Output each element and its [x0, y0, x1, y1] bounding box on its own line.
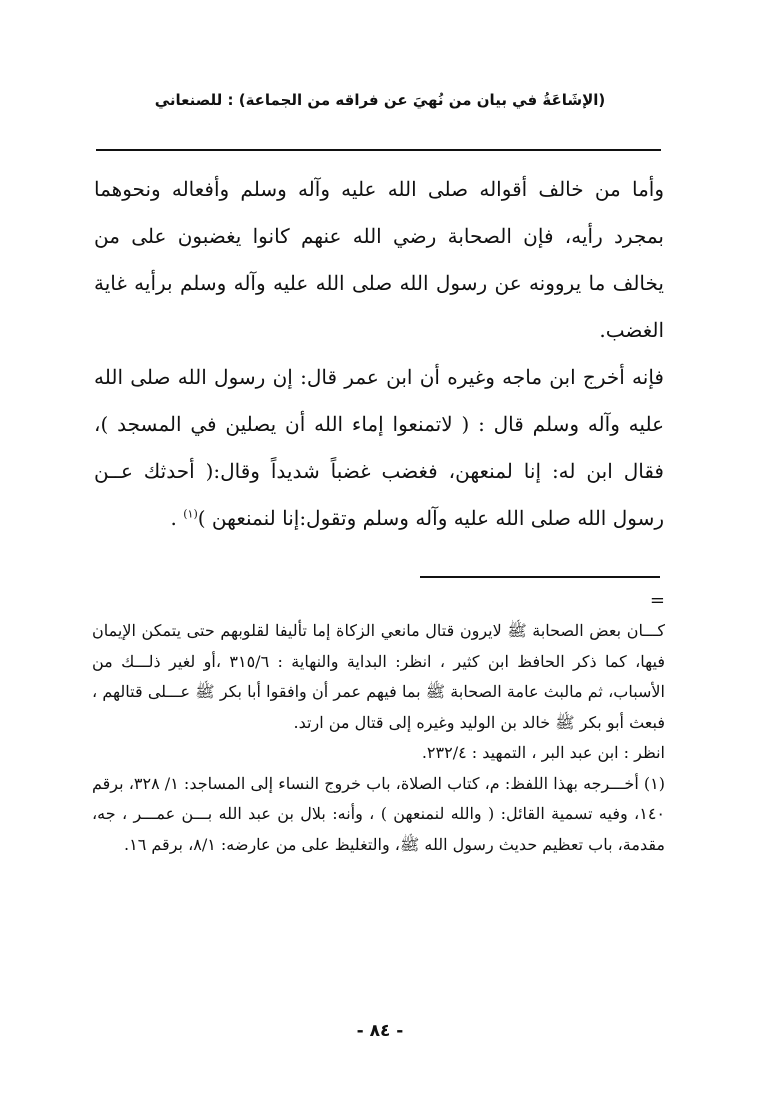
page-number: - ٨٤ - — [356, 1021, 404, 1041]
footnote-1: (١) أخـــرجه بهذا اللفظ: م، كتاب الصلاة، باب خروج النساء إلى المساجد: ١/ ٣٢٨، برقم ١٤٠، وفيه تسمية القائل: ( والله لنمنعهن ) ، وأنه: بلال بن عبد الله بـــن عمـــر ، جه، مقدمة، باب تعظيم حديث رسول الله ﷺ، والتغليظ على من عارضه: ٨/١، برقم ١٦. — [92, 773, 665, 854]
footnote-divider — [420, 576, 660, 578]
sentence-end: . — [170, 506, 177, 530]
footnotes-section — [92, 586, 665, 860]
header-divider — [96, 149, 661, 151]
body-paragraph — [94, 354, 664, 542]
body-paragraph: وأما من خالف أقواله صلى الله عليه وآله وسلم وأفعاله ونحوهما بمجرد رأيه، فإن الصحابة رضي الله عنهم كانوا يغضبون على من يخالف ما يروونه عن رسول الله صلى الله عليه وآله وسلم برأيه غاية الغضب. — [94, 177, 664, 342]
footnote-continued-text: كـــان بعض الصحابة ﷺ لايرون قتال مانعي الزكاة إما تأليفا لقلوبهم حتى يتمكن الإيمان فيها، كما ذكر الحافظ ابن كثير ، انظر: البداية والنهاية : ٣١٥/٦ ،أو لغير ذلـــك من الأسباب، ثم مالبث عامة الصحابة ﷺ بما فيهم عمر أن وافقوا أبا بكر ﷺ عـــلى قتالهم ، فبعث أبو بكر ﷺ خالد بن الوليد وغيره إلى قتال من ارتد. — [92, 621, 666, 732]
footnote-reference: (١) — [183, 507, 198, 521]
running-header-title: (الإشَاعَةُ في بيان من نُهيَ عن فراقه من الجماعة) : للصنعاني — [154, 91, 606, 109]
main-body-text — [94, 166, 664, 542]
continuation-mark: = — [649, 590, 665, 611]
footnote-continued-source: انظر : ابن عبد البر ، التمهيد : ٢٣٢/٤. — [421, 743, 665, 762]
body-paragraph-text: فإنه أخرج ابن ماجه وغيره أن ابن عمر قال: إن رسول الله صلى الله عليه وآله وسلم قال : ( لاتمنعوا إماء الله أن يصلين في المسجد )، فقال ابن له: إنا لمنعهن، فغضب غضباً شديداً وقال:( أحدثك عــن رسول الله صلى الله عليه وآله وسلم وتقول:إنا لنمنعهن ) — [94, 365, 664, 530]
